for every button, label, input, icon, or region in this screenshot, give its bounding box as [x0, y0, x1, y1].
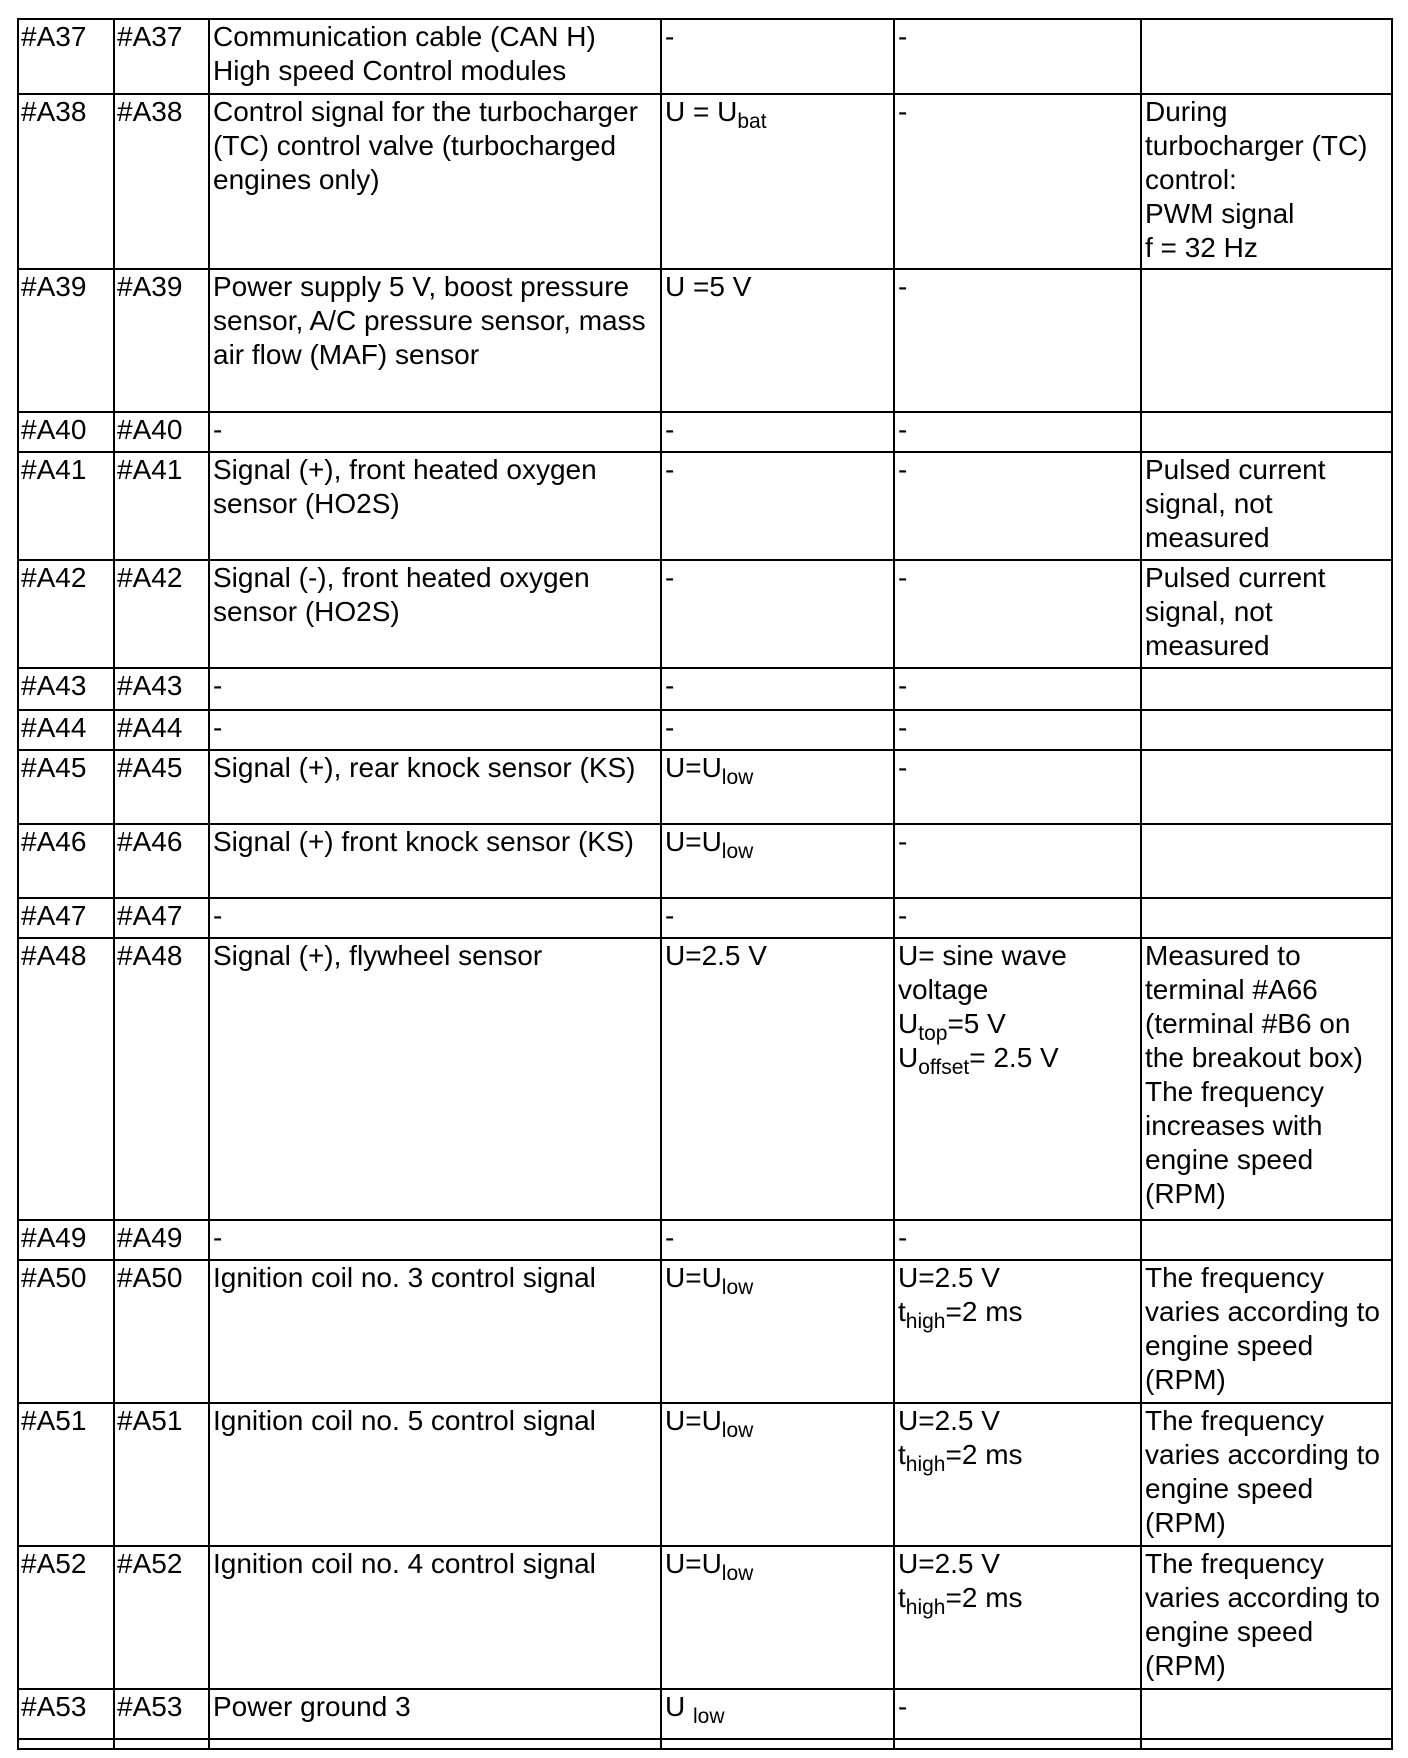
description-cell: - — [209, 898, 661, 938]
value1-cell: U=2.5 V — [661, 938, 894, 1220]
description-cell: Signal (+), flywheel sensor — [209, 938, 661, 1220]
remark-cell: Pulsed current signal, not measured — [1141, 560, 1392, 668]
pin-cell-a: #A42 — [18, 560, 114, 668]
value2-cell: - — [894, 898, 1141, 938]
value2-cell: - — [894, 412, 1141, 452]
pin-cell-a: #A40 — [18, 412, 114, 452]
remark-cell — [1141, 412, 1392, 452]
pin-cell-a: #A47 — [18, 898, 114, 938]
description-cell: Signal (+) front knock sensor (KS) — [209, 824, 661, 898]
pin-cell-a: #A41 — [18, 452, 114, 560]
remark-cell: Pulsed current signal, not measured — [1141, 452, 1392, 560]
remark-cell — [1141, 750, 1392, 824]
pin-cell-a: #A49 — [18, 1220, 114, 1260]
remark-cell — [1141, 898, 1392, 938]
remark-cell: The frequency varies according to engine speed (RPM) — [1141, 1546, 1392, 1689]
remark-cell: The frequency varies according to engine speed (RPM) — [1141, 1260, 1392, 1403]
remark-cell — [1141, 824, 1392, 898]
pin-cell-a: #A52 — [18, 1546, 114, 1689]
pin-cell-a: #A45 — [18, 750, 114, 824]
value1-cell: - — [661, 1220, 894, 1260]
table-row — [18, 824, 1392, 898]
value1-cell: - — [661, 668, 894, 710]
table-row — [18, 750, 1392, 824]
pin-cell-b: #A48 — [114, 938, 209, 1220]
table-row — [18, 1403, 1392, 1546]
pin-cell-b: #A43 — [114, 668, 209, 710]
value2-cell: - — [894, 94, 1141, 269]
pin-cell-a: #A39 — [18, 269, 114, 412]
value2-cell: - — [894, 710, 1141, 750]
value1-cell: - — [661, 560, 894, 668]
empty-cell — [18, 1739, 114, 1749]
description-cell: Signal (+), rear knock sensor (KS) — [209, 750, 661, 824]
table-row — [18, 1260, 1392, 1403]
table-body — [18, 19, 1392, 1749]
pin-cell-b: #A53 — [114, 1689, 209, 1739]
value2-cell: - — [894, 452, 1141, 560]
table-row — [18, 1546, 1392, 1689]
pin-cell-a: #A46 — [18, 824, 114, 898]
description-cell: Signal (-), front heated oxygen sensor (HO2S) — [209, 560, 661, 668]
table-row — [18, 412, 1392, 452]
pin-cell-b: #A45 — [114, 750, 209, 824]
pin-cell-b: #A47 — [114, 898, 209, 938]
value2-cell: - — [894, 1220, 1141, 1260]
value1-cell: $U=U_{low}$ — [661, 1260, 894, 1403]
value1-cell: U =5 V — [661, 269, 894, 412]
description-cell: Power ground 3 — [209, 1689, 661, 1739]
value1-cell: $U=U_{low}$ — [661, 1546, 894, 1689]
pin-assignment-table — [17, 18, 1393, 1750]
pin-cell-b: #A39 — [114, 269, 209, 412]
remark-cell — [1141, 668, 1392, 710]
pin-cell-b: #A44 — [114, 710, 209, 750]
value2-cell: U=2.5 V $t_{high}=2$ ms — [894, 1546, 1141, 1689]
pin-cell-b: #A38 — [114, 94, 209, 269]
description-cell: Signal (+), front heated oxygen sensor (HO2S) — [209, 452, 661, 560]
description-cell: - — [209, 668, 661, 710]
pin-cell-b: #A50 — [114, 1260, 209, 1403]
table-row — [18, 560, 1392, 668]
pin-cell-a: #A48 — [18, 938, 114, 1220]
remark-cell — [1141, 19, 1392, 94]
value1-cell: - — [661, 19, 894, 94]
remark-cell: The frequency varies according to engine speed (RPM) — [1141, 1403, 1392, 1546]
pin-cell-a: #A43 — [18, 668, 114, 710]
description-cell: Ignition coil no. 4 control signal — [209, 1546, 661, 1689]
description-cell: - — [209, 412, 661, 452]
table-row — [18, 19, 1392, 94]
remark-cell: Measured to terminal #A66 (terminal #B6 on the breakout box) The frequency increases with engine speed (RPM) — [1141, 938, 1392, 1220]
description-cell: Control signal for the turbocharger (TC) control valve (turbocharged engines only) — [209, 94, 661, 269]
table-row — [18, 269, 1392, 412]
value1-cell: $U=U_{low}$ — [661, 1403, 894, 1546]
value2-cell: U=2.5 V $t_{high}=2$ ms — [894, 1260, 1141, 1403]
remark-cell — [1141, 710, 1392, 750]
value1-cell: $U=U_{low}$ — [661, 750, 894, 824]
remark-cell — [1141, 1220, 1392, 1260]
pin-cell-b: #A42 — [114, 560, 209, 668]
value2-cell: - — [894, 750, 1141, 824]
value2-cell: - — [894, 668, 1141, 710]
value2-cell: - — [894, 824, 1141, 898]
value1-cell: - — [661, 412, 894, 452]
pin-cell-b: #A51 — [114, 1403, 209, 1546]
remark-cell: During turbocharger (TC) control: PWM signal f = 32 Hz — [1141, 94, 1392, 269]
description-cell: Ignition coil no. 5 control signal — [209, 1403, 661, 1546]
value1-cell: U $_{low}$ — [661, 1689, 894, 1739]
value1-cell: $U = U_{bat}$ — [661, 94, 894, 269]
pin-cell-b: #A52 — [114, 1546, 209, 1689]
value1-cell: - — [661, 710, 894, 750]
pin-cell-a: #A37 — [18, 19, 114, 94]
pin-cell-a: #A51 — [18, 1403, 114, 1546]
empty-cell — [114, 1739, 209, 1749]
empty-cell — [894, 1739, 1141, 1749]
description-cell: - — [209, 1220, 661, 1260]
description-cell: - — [209, 710, 661, 750]
empty-cell — [661, 1739, 894, 1749]
empty-cell — [1141, 1739, 1392, 1749]
pin-cell-a: #A53 — [18, 1689, 114, 1739]
remark-cell — [1141, 1689, 1392, 1739]
table-row — [18, 938, 1392, 1220]
empty-cell — [209, 1739, 661, 1749]
remark-cell — [1141, 269, 1392, 412]
value1-cell: - — [661, 898, 894, 938]
description-cell: Communication cable (CAN H) High speed Control modules — [209, 19, 661, 94]
pin-cell-b: #A49 — [114, 1220, 209, 1260]
pin-cell-b: #A46 — [114, 824, 209, 898]
description-cell: Ignition coil no. 3 control signal — [209, 1260, 661, 1403]
table-row — [18, 710, 1392, 750]
value2-cell: U=2.5 V $t_{high}=2$ ms — [894, 1403, 1141, 1546]
description-cell: Power supply 5 V, boost pressure sensor, A/C pressure sensor, mass air flow (MAF) sensor — [209, 269, 661, 412]
table-row — [18, 1220, 1392, 1260]
value2-cell: - — [894, 1689, 1141, 1739]
pin-cell-a: #A44 — [18, 710, 114, 750]
table-row — [18, 94, 1392, 269]
table-row-partial — [18, 1739, 1392, 1749]
pin-cell-b: #A41 — [114, 452, 209, 560]
value2-cell: - — [894, 560, 1141, 668]
pin-cell-a: #A38 — [18, 94, 114, 269]
value2-cell: - — [894, 19, 1141, 94]
value2-cell: - — [894, 269, 1141, 412]
table-row — [18, 898, 1392, 938]
pin-cell-b: #A40 — [114, 412, 209, 452]
value1-cell: $U=U_{low}$ — [661, 824, 894, 898]
value1-cell: - — [661, 452, 894, 560]
table-row — [18, 668, 1392, 710]
table-row — [18, 452, 1392, 560]
pin-cell-b: #A37 — [114, 19, 209, 94]
table-row — [18, 1689, 1392, 1739]
pin-cell-a: #A50 — [18, 1260, 114, 1403]
value2-cell: U= sine wave voltage $U_{top}=5$ V $U_{offset}= 2.5$ V — [894, 938, 1141, 1220]
